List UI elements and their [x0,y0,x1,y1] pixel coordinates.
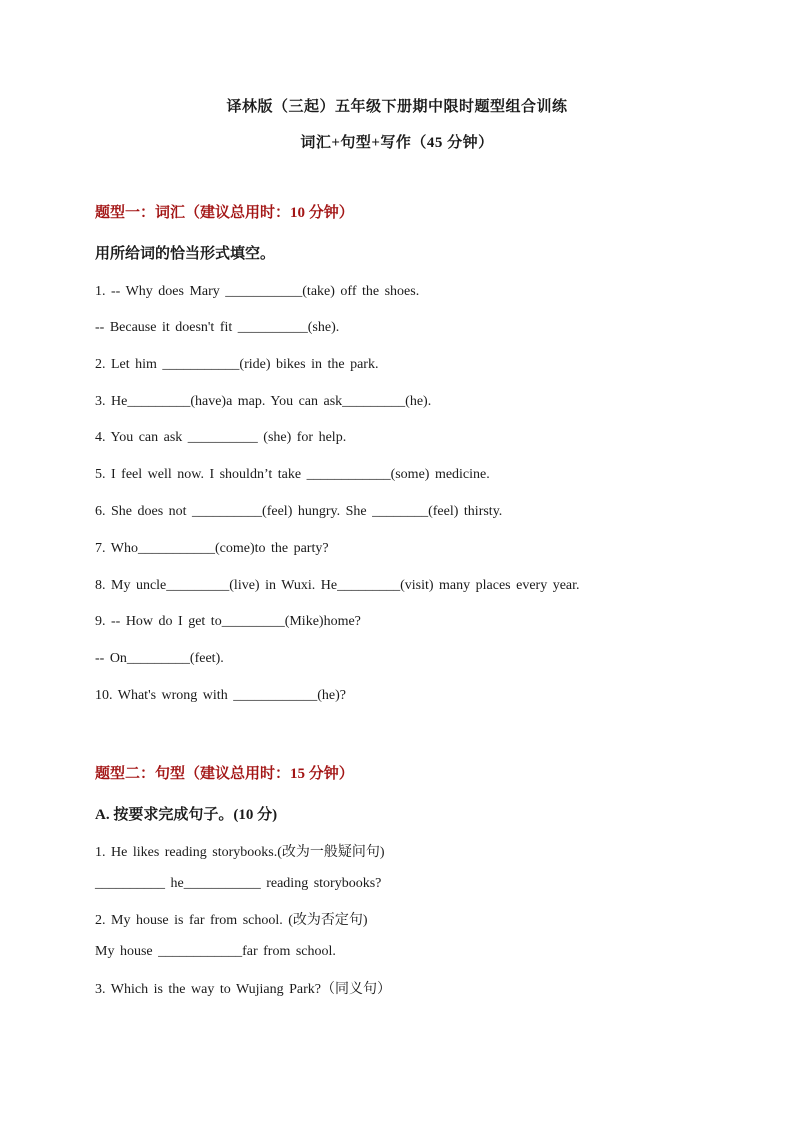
exercise-line: 2. My house is far from school. (改为否定句) [95,913,368,928]
exercise-line: 10. What's wrong with ____________(he)? [95,688,346,703]
section2-part-a: A. 按要求完成句子。(10 分) [95,807,278,823]
section1-heading: 题型一：词汇（建议总用时：10 分钟） [95,205,354,221]
exercise-line: 3. He_________(have)a map. You can ask_________(he). [95,394,432,409]
exercise-line: 6. She does not __________(feel) hungry. She ________(feel) thirsty. [95,504,503,519]
section1-instruction: 用所给词的恰当形式填空。 [95,246,276,262]
exercise-line: 2. Let him ___________(ride) bikes in the park. [95,357,379,372]
exercise-line: 3. Which is the way to Wujiang Park?（同义句） [95,982,391,997]
exercise-line: -- On_________(feet). [95,651,224,666]
exercise-line: 7. Who___________(come)to the party? [95,541,329,556]
exercise-line: 9. -- How do I get to_________(Mike)home? [95,614,361,629]
exercise-line: 5. I feel well now. I shouldn’t take ____________(some) medicine. [95,467,490,482]
exercise-line: My house ____________far from school. [95,944,336,959]
exercise-line: 1. He likes reading storybooks.(改为一般疑问句) [95,845,385,860]
exercise-line: 1. -- Why does Mary ___________(take) off the shoes. [95,284,420,299]
exercise-line: __________ he___________ reading storybooks? [95,876,382,891]
exercise-line: -- Because it doesn't fit __________(she). [95,320,340,335]
exercise-line: 8. My uncle_________(live) in Wuxi. He_________(visit) many places every year. [95,578,580,593]
worksheet-title: 译林版（三起）五年级下册期中限时题型组合训练 [226,99,568,115]
exercise-line: 4. You can ask __________ (she) for help. [95,430,347,445]
worksheet-subtitle: 词汇+句型+写作（45 分钟） [300,135,494,151]
section2-heading: 题型二：句型（建议总用时：15 分钟） [95,766,354,782]
